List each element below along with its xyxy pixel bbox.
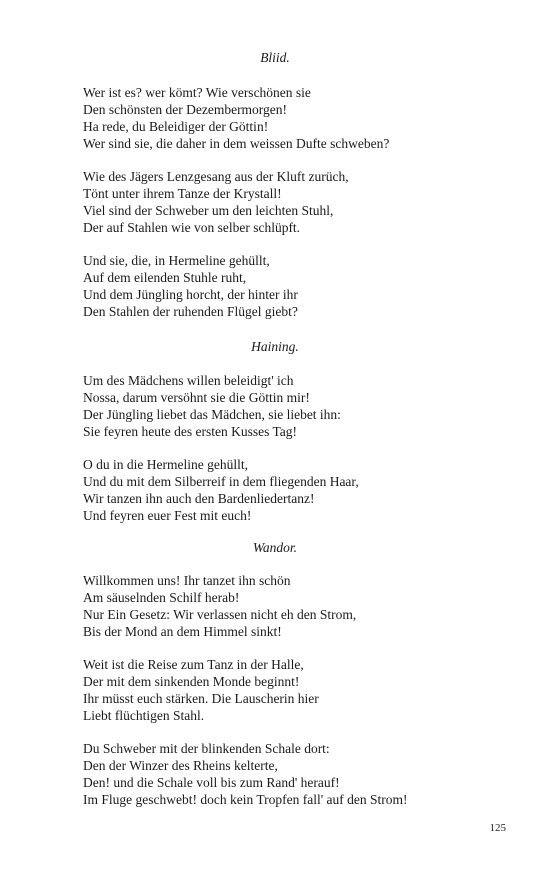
verse-line: Der Jüngling liebet das Mädchen, sie liebet ihn: xyxy=(83,407,341,422)
verse-line: Und dem Jüngling horcht, der hinter ihr xyxy=(83,287,298,302)
verse-line: Und du mit dem Silberreif in dem fliegenden Haar, xyxy=(83,474,359,489)
verse-line: O du in die Hermeline gehüllt, xyxy=(83,457,248,472)
stanza-1 xyxy=(83,84,523,152)
verse-line: Der auf Stahlen wie von selber schlüpft. xyxy=(83,220,301,235)
verse-line: Sie feyren heute des ersten Kusses Tag! xyxy=(83,424,297,439)
verse-line: Im Fluge geschwebt! doch kein Tropfen fall' auf den Strom! xyxy=(83,792,408,807)
verse-line: Ihr müsst euch stärken. Die Lauscherin hier xyxy=(83,691,319,706)
verse-line: Tönt unter ihrem Tanze der Krystall! xyxy=(83,186,282,201)
verse-line: Und sie, die, in Hermeline gehüllt, xyxy=(83,253,270,268)
verse-line: Viel sind der Schweber um den leichten Stuhl, xyxy=(83,203,334,218)
verse-line: Weit ist die Reise zum Tanz in der Halle, xyxy=(83,657,304,672)
verse-line: Den schönsten der Dezembermorgen! xyxy=(83,102,288,117)
verse-line: Bis der Mond an dem Himmel sinkt! xyxy=(83,624,282,639)
verse-line: Um des Mädchens willen beleidigt' ich xyxy=(83,373,294,388)
verse-line: Und feyren euer Fest mit euch! xyxy=(83,508,252,523)
verse-line: Den! und die Schale voll bis zum Rand' herauf! xyxy=(83,775,340,790)
verse-line: Willkommen uns! Ihr tanzet ihn schön xyxy=(83,573,291,588)
verse-line: Der mit dem sinkenden Monde beginnt! xyxy=(83,674,300,689)
speaker-heading-bliid: Bliid. xyxy=(260,50,290,65)
verse-line: Wir tanzen ihn auch den Bardenliedertanz! xyxy=(83,491,315,506)
stanza-2 xyxy=(83,168,523,236)
speaker-heading-wandor: Wandor. xyxy=(252,540,298,555)
verse-line: Du Schweber mit der blinkenden Schale dort: xyxy=(83,741,330,756)
verse-line: Ha rede, du Beleidiger der Göttin! xyxy=(83,119,269,134)
stanza-5 xyxy=(83,456,523,524)
stanza-6 xyxy=(83,572,523,640)
stanza-4 xyxy=(83,372,523,440)
verse-line: Liebt flüchtigen Stahl. xyxy=(83,708,205,723)
stanza-7 xyxy=(83,656,523,724)
stanza-8 xyxy=(83,740,523,808)
speaker-heading-haining: Haining. xyxy=(251,339,299,354)
verse-line: Nur Ein Gesetz: Wir verlassen nicht eh den Strom, xyxy=(83,607,357,622)
verse-line: Den Stahlen der ruhenden Flügel giebt? xyxy=(83,304,298,319)
verse-line: Wie des Jägers Lenzgesang aus der Kluft zurüch, xyxy=(83,169,349,184)
verse-line: Den der Winzer des Rheins kelterte, xyxy=(83,758,278,773)
page-number: 125 xyxy=(489,822,506,834)
verse-line: Wer sind sie, die daher in dem weissen Dufte schweben? xyxy=(83,136,390,151)
verse-line: Wer ist es? wer kömt? Wie verschönen sie xyxy=(83,85,311,100)
verse-line: Nossa, darum versöhnt sie die Göttin mir! xyxy=(83,390,310,405)
verse-line: Am säuselnden Schilf herab! xyxy=(83,590,240,605)
stanza-3 xyxy=(83,252,523,320)
verse-line: Auf dem eilenden Stuhle ruht, xyxy=(83,270,247,285)
